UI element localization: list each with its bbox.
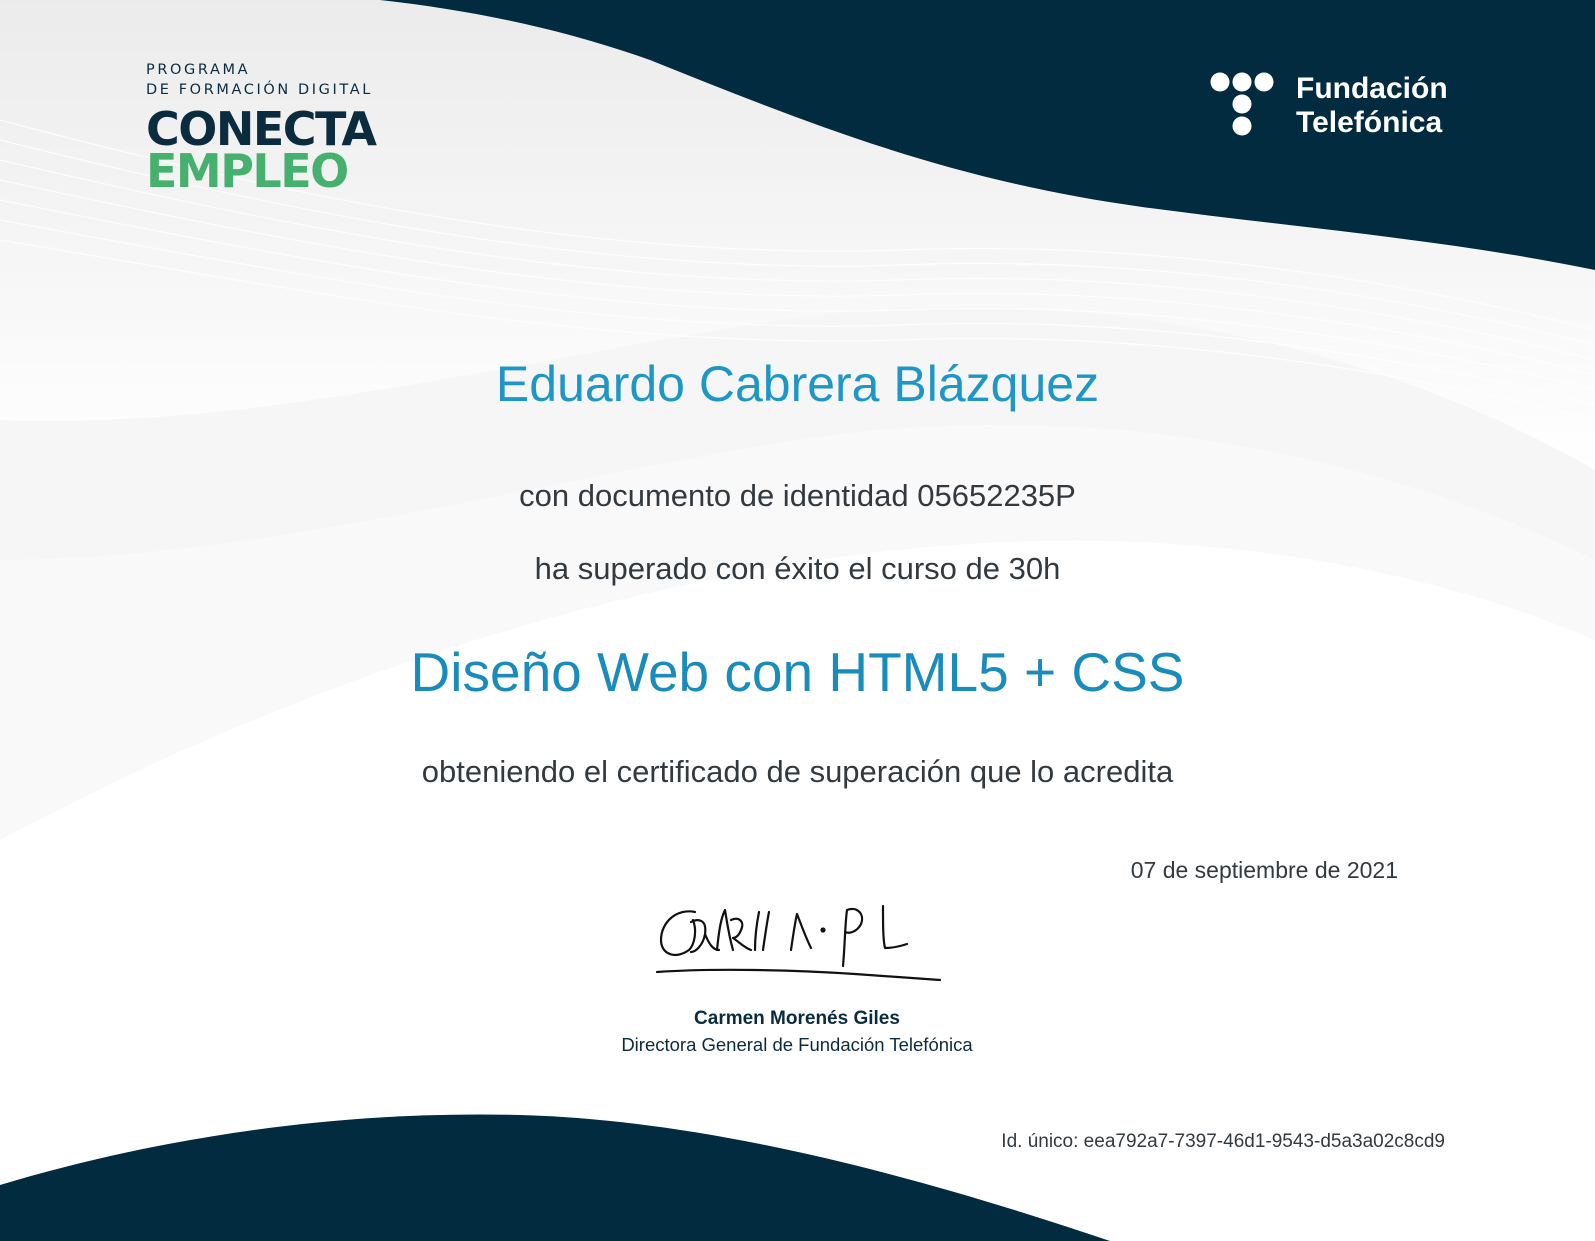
foundation-name [1296, 72, 1448, 140]
course-title: Diseño Web con HTML5 + CSS [410, 641, 1185, 703]
issue-date: 07 de septiembre de 2021 [1130, 857, 1398, 883]
conecta-empleo-logo [146, 60, 386, 198]
signer-title: Directora General de Fundación Telefónica [621, 1034, 973, 1055]
recipient-name: Eduardo Cabrera Blázquez [495, 356, 1100, 412]
signer-name: Carmen Morenés Giles [694, 1008, 900, 1029]
program-label-line2: DE FORMACIÓN DIGITAL [146, 82, 373, 98]
unique-id: Id. único: eea792a7-7397-46d1-9543-d5a3a02c8cd9 [1001, 1131, 1445, 1152]
program-label-line1: PROGRAMA [146, 62, 251, 78]
program-name-conecta: CONECTA [146, 102, 376, 156]
id-statement: con documento de identidad 05652235P [519, 478, 1076, 513]
foundation-name-line2: Telefónica [1296, 106, 1443, 139]
foundation-name-line1: Fundación [1296, 72, 1448, 105]
signature-image [655, 900, 955, 1000]
closing-statement: obteniendo el certificado de superación que lo acredita [421, 754, 1174, 789]
program-name-empleo: EMPLEO [146, 144, 348, 198]
telefonica-t-icon [1210, 72, 1280, 142]
completion-statement: ha superado con éxito el curso de 30h [534, 551, 1061, 586]
fundacion-telefonica-logo [1210, 72, 1480, 142]
